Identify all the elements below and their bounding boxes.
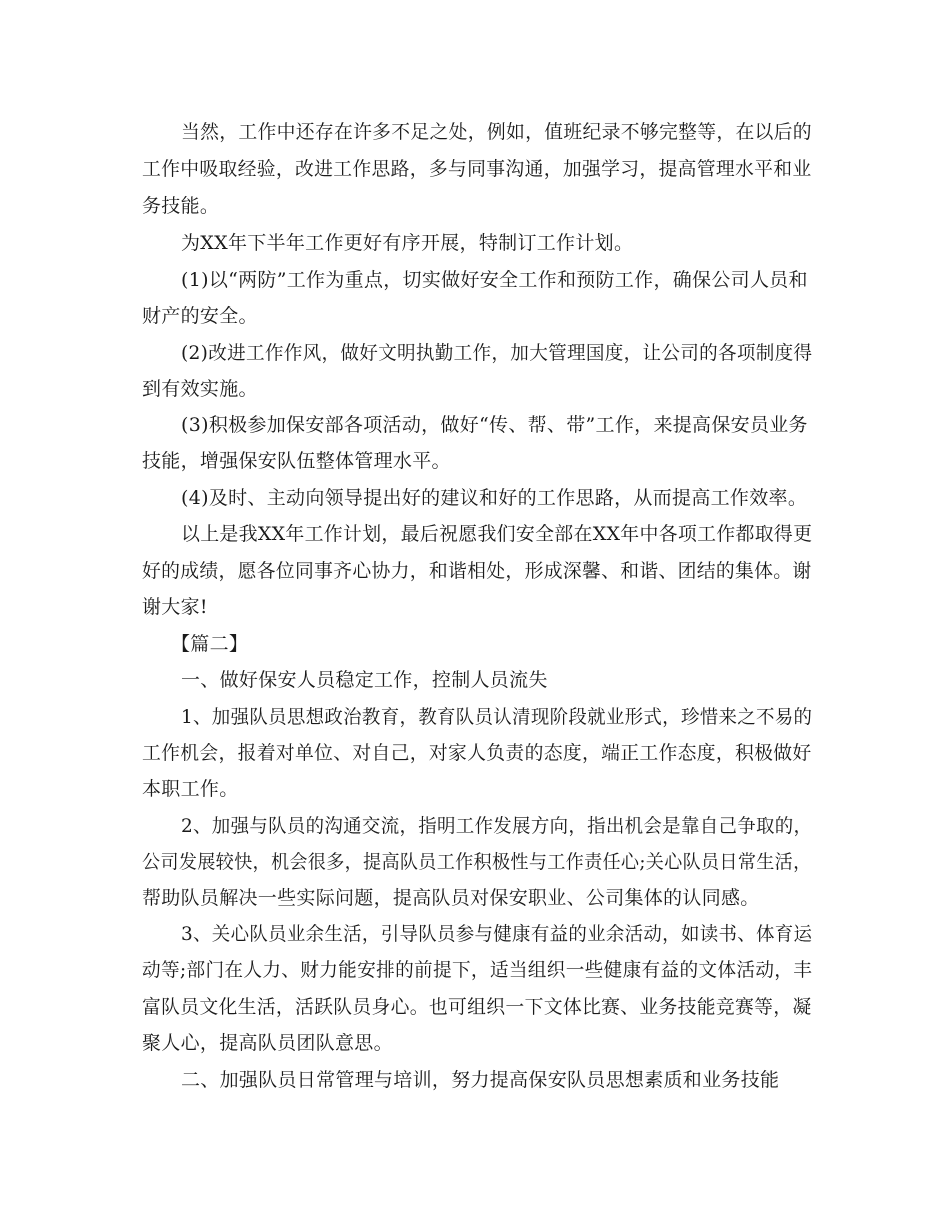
paragraph-line: 富队员文化生活，活跃队员身心。也可组织一下文体比赛、业务技能竞赛等，凝 <box>142 996 812 1018</box>
paragraph-line: 工作中吸取经验，改进工作思路，多与同事沟通，加强学习，提高管理水平和业 <box>142 158 812 180</box>
paragraph-line: 聚人心，提高队员团队意思。 <box>142 1032 393 1054</box>
paragraph-line: 2、加强与队员的沟通交流，指明工作发展方向，指出机会是靠自己争取的， <box>181 815 813 837</box>
paragraph-line: 技能，增强保安队伍整体管理水平。 <box>142 450 451 472</box>
paragraph-line: 动等;部门在人力、财力能安排的前提下，适当组织一些健康有益的文体活动，丰 <box>142 959 813 981</box>
paragraph-line: 本职工作。 <box>142 778 239 800</box>
paragraph-line: 帮助队员解决一些实际问题，提高队员对保安职业、公司集体的认同感。 <box>142 887 760 909</box>
paragraph-line: 为XX年下半年工作更好有序开展，特制订工作计划。 <box>181 232 634 254</box>
paragraph-line: 二、加强队员日常管理与培训，努力提高保安队员思想素质和业务技能 <box>181 1069 780 1091</box>
paragraph-line: (3)积极参加保安部各项活动，做好“传、帮、带”工作，来提高保安员业务 <box>181 414 808 436</box>
paragraph-line: (4)及时、主动向领导提出好的建议和好的工作思路，从而提高工作效率。 <box>181 487 808 509</box>
paragraph-line: 3、关心队员业余生活，引导队员参与健康有益的业余活动，如读书、体育运 <box>181 923 813 945</box>
paragraph-line: 谢大家! <box>142 596 208 618</box>
paragraph-line: (2)改进工作作风，做好文明执勤工作，加大管理国度，让公司的各项制度得 <box>181 342 813 364</box>
paragraph-line: 务技能。 <box>142 195 220 217</box>
paragraph-line: (1)以“两防”工作为重点，切实做好安全工作和预防工作，确保公司人员和 <box>181 269 808 291</box>
paragraph-line: 公司发展较快，机会很多，提高队员工作积极性与工作责任心;关心队员日常生活， <box>142 851 812 873</box>
paragraph-line: 一、做好保安人员稳定工作，控制人员流失 <box>181 669 548 691</box>
paragraph-line: 财产的安全。 <box>142 305 258 327</box>
paragraph-line: 工作机会，报着对单位、对自己，对家人负责的态度，端正工作态度，积极做好 <box>142 742 812 764</box>
paragraph-line: 1、加强队员思想政治教育，教育队员认清现阶段就业形式，珍惜来之不易的 <box>181 706 813 728</box>
section-heading: 【篇二】 <box>171 633 249 655</box>
paragraph-line: 到有效实施。 <box>142 378 258 400</box>
paragraph-line: 好的成绩，愿各位同事齐心协力，和谐相处，形成深馨、和谐、团结的集体。谢 <box>142 560 812 582</box>
paragraph-line: 以上是我XX年工作计划，最后祝愿我们安全部在XX年中各项工作都取得更 <box>181 523 813 545</box>
paragraph-line: 当然，工作中还存在许多不足之处，例如，值班纪录不够完整等，在以后的 <box>181 121 812 143</box>
